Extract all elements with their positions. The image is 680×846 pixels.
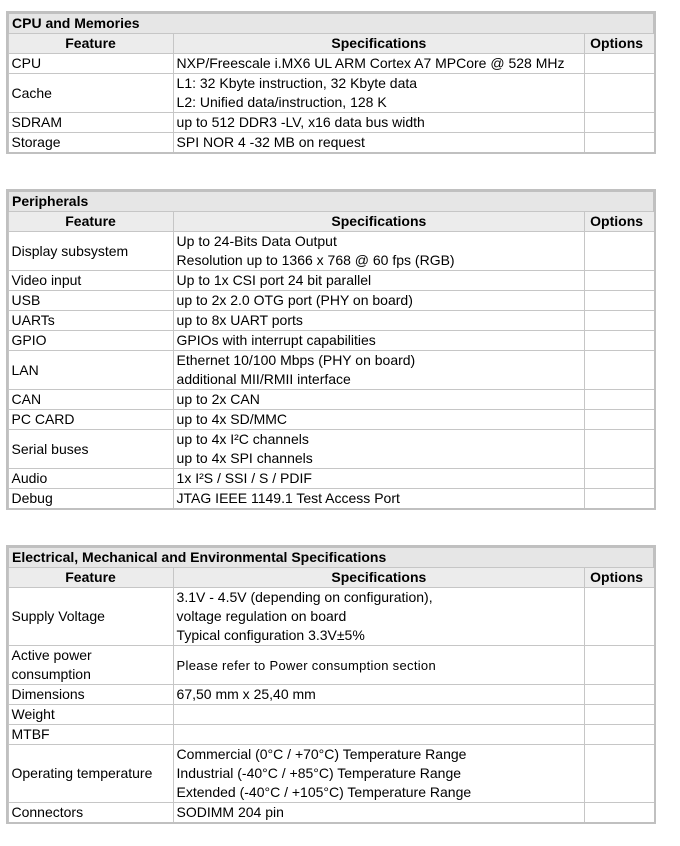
option-cell — [585, 291, 654, 311]
spec-line — [177, 705, 582, 724]
spec-line: Typical configuration 3.3V±5% — [176, 627, 365, 643]
spec-line: voltage regulation on board — [176, 608, 347, 624]
feature-cell — [8, 469, 173, 489]
feature-cell — [8, 390, 173, 410]
feature-label: PC CARD — [11, 411, 75, 427]
spec-line: Ethernet 10/100 Mbps (PHY on board) — [176, 352, 416, 368]
spec-line: up to 2x 2.0 OTG port (PHY on board) — [176, 292, 413, 308]
spec-cell — [173, 311, 585, 331]
spec-cell — [173, 74, 585, 113]
feature-cell — [8, 311, 173, 331]
feature-label: USB — [11, 292, 41, 308]
table-row — [8, 232, 654, 271]
spec-line: GPIOs with interrupt capabilities — [176, 332, 376, 348]
option-cell — [585, 331, 654, 351]
spec-line: NXP/Freescale i.MX6 UL ARM Cortex A7 MPCore @ 528 MHz — [176, 55, 565, 71]
feature-cell — [8, 489, 173, 509]
section-title: Electrical, Mechanical and Environmental Specifications — [8, 547, 654, 568]
spec-line: SPI NOR 4 -32 MB on request — [176, 134, 365, 150]
option-cell — [585, 351, 654, 390]
spec-cell — [173, 705, 585, 725]
feature-label: Video input — [11, 272, 82, 288]
feature-label: Connectors — [11, 804, 84, 820]
feature-label: UARTs — [11, 312, 55, 328]
feature-cell — [8, 646, 173, 685]
header-specifications: Specifications — [173, 568, 585, 588]
spec-line: Extended (-40°C / +105°C) Temperature Range — [176, 784, 472, 800]
feature-cell — [8, 685, 173, 705]
spec-cell — [173, 390, 585, 410]
feature-cell — [8, 803, 173, 823]
spec-table-electrical — [7, 546, 655, 823]
spec-line: Commercial (0°C / +70°C) Temperature Range — [176, 746, 467, 762]
feature-cell — [8, 430, 173, 469]
header-feature: Feature — [8, 34, 173, 54]
spec-cell — [173, 113, 585, 133]
spec-cell — [173, 232, 585, 271]
option-cell — [585, 685, 654, 705]
option-cell — [585, 588, 654, 646]
table-row — [8, 725, 654, 745]
header-specifications: Specifications — [173, 34, 585, 54]
feature-cell — [8, 54, 173, 74]
option-cell — [585, 232, 654, 271]
spec-cell — [173, 588, 585, 646]
table-row — [8, 113, 654, 133]
option-cell — [585, 803, 654, 823]
feature-label: CPU — [11, 55, 42, 71]
table-row — [8, 291, 654, 311]
table-row — [8, 745, 654, 803]
header-options: Options — [585, 212, 654, 232]
feature-label: Display subsystem — [11, 242, 129, 259]
feature-label: SDRAM — [11, 114, 63, 130]
header-specifications: Specifications — [173, 212, 585, 232]
feature-label: CAN — [11, 391, 42, 407]
table-row — [8, 646, 654, 685]
header-feature: Feature — [8, 568, 173, 588]
feature-cell — [8, 113, 173, 133]
option-cell — [585, 271, 654, 291]
feature-cell — [8, 271, 173, 291]
option-cell — [585, 430, 654, 469]
feature-label: Cache — [11, 84, 52, 101]
table-row — [8, 705, 654, 725]
spec-line: up to 2x CAN — [176, 391, 260, 407]
header-feature: Feature — [8, 212, 173, 232]
spec-cell — [173, 133, 585, 153]
option-cell — [585, 133, 654, 153]
table-row — [8, 331, 654, 351]
spec-cell — [173, 803, 585, 823]
table-row — [8, 133, 654, 153]
table-row — [8, 351, 654, 390]
option-cell — [585, 725, 654, 745]
spec-line: Industrial (-40°C / +85°C) Temperature Range — [176, 765, 462, 781]
spec-cell — [173, 745, 585, 803]
table-row — [8, 430, 654, 469]
spec-cell — [173, 271, 585, 291]
spec-line: 67,50 mm x 25,40 mm — [176, 686, 316, 702]
option-cell — [585, 390, 654, 410]
table-row — [8, 74, 654, 113]
table-row — [8, 54, 654, 74]
section-title: Peripherals — [8, 191, 654, 212]
table-row — [8, 469, 654, 489]
feature-cell — [8, 232, 173, 271]
feature-cell — [8, 331, 173, 351]
spec-line: up to 4x SPI channels — [176, 450, 313, 466]
spec-table-cpu-memories — [7, 12, 655, 153]
spec-line: JTAG IEEE 1149.1 Test Access Port — [176, 490, 400, 506]
table-row — [8, 410, 654, 430]
option-cell — [585, 54, 654, 74]
spec-line: additional MII/RMII interface — [176, 371, 351, 387]
feature-cell — [8, 74, 173, 113]
feature-cell — [8, 588, 173, 646]
table-row — [8, 311, 654, 331]
spec-cell — [173, 646, 585, 685]
spec-cell — [173, 351, 585, 390]
feature-label: Supply Voltage — [11, 608, 105, 624]
option-cell — [585, 705, 654, 725]
spec-table-peripherals — [7, 190, 655, 509]
header-options: Options — [585, 34, 654, 54]
table-row — [8, 685, 654, 705]
feature-label: Debug — [11, 490, 53, 506]
section-title: CPU and Memories — [8, 13, 654, 34]
spec-cell — [173, 685, 585, 705]
feature-cell — [8, 351, 173, 390]
feature-cell — [8, 745, 173, 803]
option-cell — [585, 745, 654, 803]
header-options: Options — [585, 568, 654, 588]
spec-cell — [173, 331, 585, 351]
spec-line — [177, 725, 582, 744]
spec-cell — [173, 430, 585, 469]
option-cell — [585, 74, 654, 113]
spec-line: SODIMM 204 pin — [176, 804, 284, 820]
table-row — [8, 271, 654, 291]
table-row — [8, 489, 654, 509]
option-cell — [585, 113, 654, 133]
option-cell — [585, 410, 654, 430]
spec-cell — [173, 291, 585, 311]
feature-label: Serial buses — [11, 440, 89, 457]
spec-line: up to 4x SD/MMC — [176, 411, 288, 427]
spec-line: Please refer to Power consumption section — [176, 657, 436, 673]
feature-label: Dimensions — [11, 686, 85, 702]
spec-cell — [173, 469, 585, 489]
feature-label: GPIO — [11, 332, 47, 348]
spec-line: Resolution up to 1366 x 768 @ 60 fps (RGB) — [176, 252, 455, 268]
spec-line: 1x I²S / SSI / S / PDIF — [176, 470, 312, 486]
feature-label: Active power consumption — [11, 647, 92, 682]
spec-cell — [173, 489, 585, 509]
feature-label: Storage — [11, 134, 61, 150]
spec-line: Up to 24-Bits Data Output — [176, 233, 337, 249]
option-cell — [585, 311, 654, 331]
feature-cell — [8, 291, 173, 311]
feature-cell — [8, 133, 173, 153]
spec-line: up to 8x UART ports — [176, 312, 303, 328]
table-row — [8, 588, 654, 646]
spec-cell — [173, 410, 585, 430]
feature-label: Operating temperature — [11, 765, 153, 781]
spec-line: 3.1V - 4.5V (depending on configuration), — [176, 589, 433, 605]
option-cell — [585, 469, 654, 489]
feature-cell — [8, 705, 173, 725]
feature-label: Weight — [11, 706, 55, 722]
feature-label: Audio — [11, 470, 48, 486]
spec-line: up to 512 DDR3 -LV, x16 data bus width — [176, 114, 425, 130]
spec-line: L2: Unified data/instruction, 128 K — [176, 94, 387, 110]
option-cell — [585, 646, 654, 685]
spec-line: up to 4x I²C channels — [176, 431, 309, 447]
feature-label: LAN — [11, 361, 39, 378]
feature-label: MTBF — [11, 726, 50, 742]
table-row — [8, 390, 654, 410]
spec-line: Up to 1x CSI port 24 bit parallel — [176, 272, 372, 288]
spec-cell — [173, 725, 585, 745]
spec-line: L1: 32 Kbyte instruction, 32 Kbyte data — [176, 75, 418, 91]
spec-cell — [173, 54, 585, 74]
option-cell — [585, 489, 654, 509]
feature-cell — [8, 725, 173, 745]
table-row — [8, 803, 654, 823]
feature-cell — [8, 410, 173, 430]
